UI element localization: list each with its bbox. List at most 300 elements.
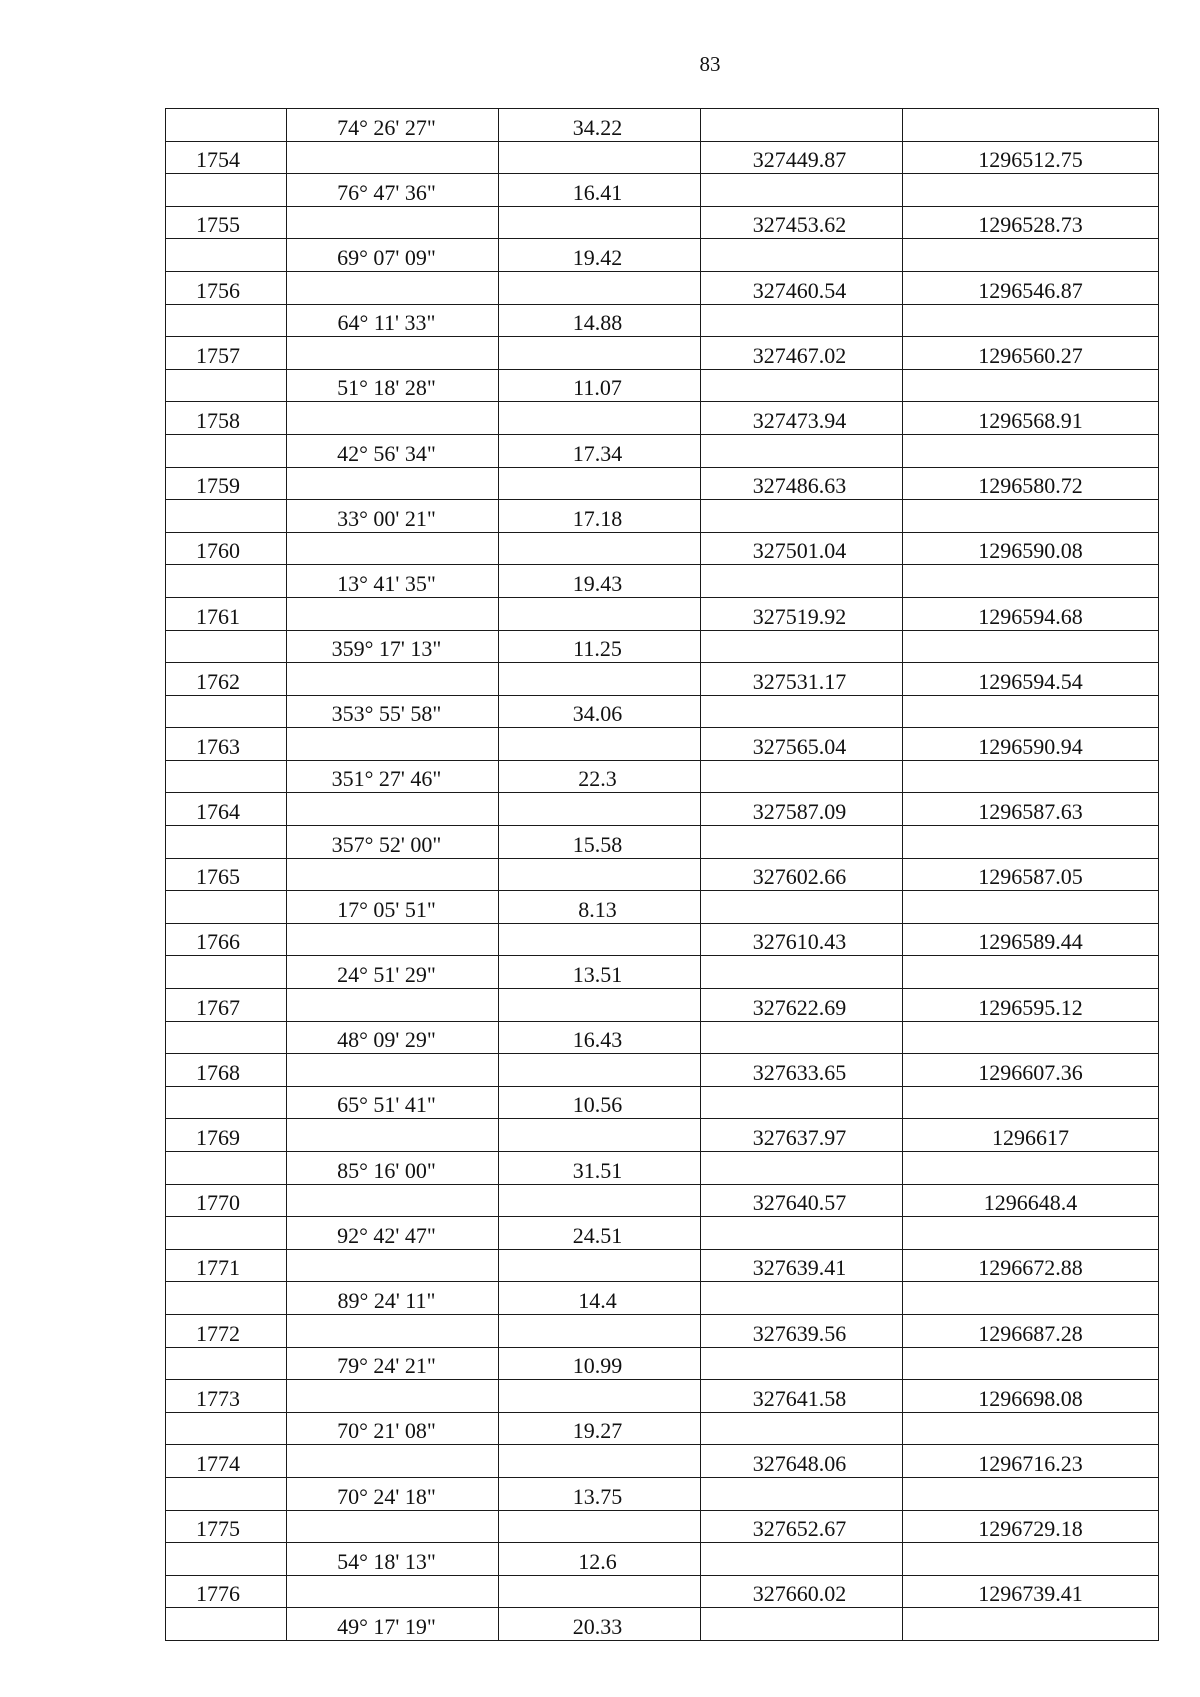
survey-coordinates-table	[165, 108, 1159, 1641]
easting-cell	[903, 1412, 1159, 1445]
distance-cell-text: 31.51	[572, 1157, 623, 1183]
easting-cell	[903, 271, 1159, 304]
northing-cell-text: 327639.56	[752, 1320, 847, 1346]
bearing-cell	[287, 1445, 499, 1478]
station-row	[166, 206, 1159, 239]
easting-cell	[903, 500, 1159, 533]
station-cell	[166, 337, 287, 370]
easting-cell	[903, 369, 1159, 402]
station-cell	[166, 369, 287, 402]
northing-cell	[701, 695, 903, 728]
northing-cell	[701, 630, 903, 663]
bearing-cell	[287, 565, 499, 598]
easting-cell-text: 1296595.12	[978, 994, 1083, 1020]
northing-cell-text: 327602.66	[752, 864, 847, 890]
distance-cell-text: 14.4	[578, 1287, 617, 1313]
leg-row	[166, 369, 1159, 402]
distance-cell	[499, 891, 701, 924]
bearing-cell	[287, 1086, 499, 1119]
distance-cell-text: 15.58	[572, 831, 623, 857]
leg-row	[166, 891, 1159, 924]
distance-cell	[499, 1152, 701, 1185]
easting-cell-text: 1296648.4	[983, 1190, 1078, 1216]
distance-cell	[499, 826, 701, 859]
easting-cell	[903, 1477, 1159, 1510]
bearing-cell	[287, 1152, 499, 1185]
station-cell	[166, 630, 287, 663]
distance-cell-text: 34.06	[572, 701, 623, 727]
station-cell	[166, 1217, 287, 1250]
station-row	[166, 1249, 1159, 1282]
northing-cell	[701, 858, 903, 891]
station-cell	[166, 760, 287, 793]
northing-cell	[701, 337, 903, 370]
station-row	[166, 467, 1159, 500]
station-cell	[166, 597, 287, 630]
northing-cell-text: 327622.69	[752, 994, 847, 1020]
northing-cell	[701, 141, 903, 174]
station-row	[166, 141, 1159, 174]
distance-cell-text: 11.25	[573, 636, 622, 662]
station-cell	[166, 532, 287, 565]
bearing-cell-text: 65° 51' 41"	[337, 1092, 436, 1118]
northing-cell	[701, 663, 903, 696]
station-row	[166, 1510, 1159, 1543]
bearing-cell	[287, 304, 499, 337]
easting-cell	[903, 1184, 1159, 1217]
easting-cell	[903, 1021, 1159, 1054]
station-cell	[166, 728, 287, 761]
northing-cell-text: 327633.65	[752, 1059, 847, 1085]
station-cell	[166, 141, 287, 174]
distance-cell	[499, 1412, 701, 1445]
distance-cell	[499, 239, 701, 272]
distance-cell	[499, 1119, 701, 1152]
station-cell-text: 1773	[196, 1385, 240, 1411]
bearing-cell	[287, 826, 499, 859]
distance-cell-text: 8.13	[578, 896, 617, 922]
distance-cell	[499, 1021, 701, 1054]
distance-cell	[499, 1575, 701, 1608]
northing-cell	[701, 1282, 903, 1315]
distance-cell-text: 16.43	[572, 1027, 623, 1053]
station-row	[166, 1054, 1159, 1087]
easting-cell-text: 1296698.08	[978, 1385, 1083, 1411]
bearing-cell-text: 70° 21' 08"	[337, 1418, 436, 1444]
distance-cell-text: 11.07	[573, 375, 622, 401]
bearing-cell	[287, 891, 499, 924]
northing-cell	[701, 304, 903, 337]
distance-cell	[499, 760, 701, 793]
easting-cell	[903, 760, 1159, 793]
bearing-cell	[287, 1510, 499, 1543]
station-cell	[166, 206, 287, 239]
easting-cell	[903, 597, 1159, 630]
leg-row	[166, 760, 1159, 793]
leg-row	[166, 565, 1159, 598]
easting-cell	[903, 1510, 1159, 1543]
easting-cell	[903, 1380, 1159, 1413]
northing-cell	[701, 1184, 903, 1217]
distance-cell-text: 17.18	[572, 505, 623, 531]
northing-cell	[701, 434, 903, 467]
northing-cell-text: 327453.62	[752, 212, 847, 238]
station-cell	[166, 1314, 287, 1347]
distance-cell	[499, 109, 701, 142]
easting-cell	[903, 956, 1159, 989]
easting-cell-text: 1296594.68	[978, 603, 1083, 629]
leg-row	[166, 1347, 1159, 1380]
distance-cell	[499, 1608, 701, 1641]
northing-cell	[701, 369, 903, 402]
easting-cell	[903, 337, 1159, 370]
easting-cell-text: 1296568.91	[978, 407, 1083, 433]
northing-cell	[701, 1152, 903, 1185]
bearing-cell-text: 76° 47' 36"	[337, 179, 436, 205]
easting-cell	[903, 858, 1159, 891]
easting-cell	[903, 1054, 1159, 1087]
northing-cell	[701, 1575, 903, 1608]
distance-cell	[499, 1217, 701, 1250]
station-row	[166, 1575, 1159, 1608]
easting-cell	[903, 728, 1159, 761]
easting-cell-text: 1296528.73	[978, 212, 1083, 238]
northing-cell	[701, 402, 903, 435]
station-cell	[166, 1021, 287, 1054]
station-cell	[166, 565, 287, 598]
station-cell	[166, 663, 287, 696]
distance-cell	[499, 206, 701, 239]
northing-cell-text: 327660.02	[752, 1581, 847, 1607]
leg-row	[166, 1021, 1159, 1054]
distance-cell-text: 10.56	[572, 1092, 623, 1118]
bearing-cell	[287, 630, 499, 663]
bearing-cell	[287, 793, 499, 826]
easting-cell	[903, 1608, 1159, 1641]
easting-cell	[903, 1217, 1159, 1250]
station-cell	[166, 174, 287, 207]
distance-cell-text: 17.34	[572, 440, 623, 466]
survey-table-body	[166, 109, 1159, 1641]
northing-cell-text: 327587.09	[752, 799, 847, 825]
page-number: 83	[699, 52, 721, 76]
bearing-cell-text: 17° 05' 51"	[337, 896, 436, 922]
northing-cell	[701, 1543, 903, 1576]
distance-cell	[499, 1314, 701, 1347]
station-cell	[166, 793, 287, 826]
northing-cell-text: 327641.58	[752, 1385, 847, 1411]
distance-cell	[499, 434, 701, 467]
easting-cell-text: 1296587.05	[978, 864, 1083, 890]
easting-cell-text: 1296590.08	[978, 538, 1083, 564]
northing-cell-text: 327531.17	[752, 668, 847, 694]
distance-cell-text: 19.42	[572, 244, 623, 270]
easting-cell	[903, 109, 1159, 142]
easting-cell-text: 1296594.54	[978, 668, 1083, 694]
bearing-cell	[287, 1119, 499, 1152]
northing-cell	[701, 1054, 903, 1087]
northing-cell-text: 327460.54	[752, 277, 847, 303]
station-cell	[166, 1347, 287, 1380]
station-row	[166, 271, 1159, 304]
station-cell	[166, 1184, 287, 1217]
station-cell	[166, 1249, 287, 1282]
distance-cell	[499, 369, 701, 402]
northing-cell-text: 327449.87	[752, 147, 847, 173]
station-cell-text: 1757	[196, 342, 240, 368]
station-cell-text: 1759	[196, 473, 240, 499]
leg-row	[166, 1608, 1159, 1641]
bearing-cell	[287, 271, 499, 304]
station-cell-text: 1764	[196, 799, 240, 825]
station-cell-text: 1763	[196, 733, 240, 759]
northing-cell	[701, 1412, 903, 1445]
distance-cell-text: 13.75	[572, 1483, 623, 1509]
northing-cell	[701, 1347, 903, 1380]
station-cell	[166, 989, 287, 1022]
northing-cell	[701, 1380, 903, 1413]
northing-cell	[701, 1021, 903, 1054]
station-row	[166, 858, 1159, 891]
station-cell-text: 1755	[196, 212, 240, 238]
distance-cell	[499, 271, 701, 304]
station-row	[166, 728, 1159, 761]
easting-cell	[903, 532, 1159, 565]
northing-cell-text: 327473.94	[752, 407, 847, 433]
station-row	[166, 793, 1159, 826]
easting-cell-text: 1296672.88	[978, 1255, 1083, 1281]
distance-cell-text: 24.51	[572, 1222, 623, 1248]
easting-cell	[903, 1445, 1159, 1478]
bearing-cell	[287, 1184, 499, 1217]
station-cell-text: 1772	[196, 1320, 240, 1346]
northing-cell	[701, 1445, 903, 1478]
easting-cell	[903, 1152, 1159, 1185]
bearing-cell-text: 49° 17' 19"	[337, 1613, 436, 1639]
bearing-cell	[287, 1217, 499, 1250]
northing-cell	[701, 1314, 903, 1347]
easting-cell-text: 1296729.18	[978, 1516, 1083, 1542]
bearing-cell	[287, 206, 499, 239]
easting-cell	[903, 1347, 1159, 1380]
leg-row	[166, 826, 1159, 859]
station-row	[166, 1184, 1159, 1217]
easting-cell-text: 1296687.28	[978, 1320, 1083, 1346]
distance-cell	[499, 923, 701, 956]
bearing-cell-text: 64° 11' 33"	[337, 310, 436, 336]
easting-cell	[903, 1086, 1159, 1119]
station-cell-text: 1776	[196, 1581, 240, 1607]
bearing-cell	[287, 923, 499, 956]
bearing-cell	[287, 467, 499, 500]
bearing-cell-text: 24° 51' 29"	[337, 962, 436, 988]
leg-row	[166, 1217, 1159, 1250]
easting-cell-text: 1296589.44	[978, 929, 1083, 955]
bearing-cell-text: 54° 18' 13"	[337, 1548, 436, 1574]
distance-cell	[499, 630, 701, 663]
northing-cell-text: 327565.04	[752, 733, 847, 759]
easting-cell-text: 1296617	[992, 1125, 1069, 1150]
station-cell-text: 1761	[196, 603, 240, 629]
bearing-cell	[287, 1543, 499, 1576]
distance-cell-text: 12.6	[578, 1548, 617, 1574]
station-row	[166, 1445, 1159, 1478]
easting-cell	[903, 923, 1159, 956]
distance-cell	[499, 402, 701, 435]
bearing-cell-text: 89° 24' 11"	[337, 1287, 436, 1313]
distance-cell	[499, 1249, 701, 1282]
northing-cell	[701, 1086, 903, 1119]
distance-cell	[499, 728, 701, 761]
leg-row	[166, 1282, 1159, 1315]
bearing-cell	[287, 1608, 499, 1641]
distance-cell	[499, 337, 701, 370]
distance-cell	[499, 1543, 701, 1576]
station-cell	[166, 826, 287, 859]
easting-cell	[903, 1575, 1159, 1608]
bearing-cell-text: 74° 26' 27"	[337, 114, 436, 140]
distance-cell-text: 20.33	[572, 1613, 623, 1639]
bearing-cell-text: 33° 00' 21"	[337, 505, 436, 531]
bearing-cell	[287, 1021, 499, 1054]
station-cell	[166, 1282, 287, 1315]
station-row	[166, 1314, 1159, 1347]
bearing-cell	[287, 989, 499, 1022]
station-cell	[166, 467, 287, 500]
northing-cell-text: 327486.63	[752, 473, 847, 499]
bearing-cell	[287, 597, 499, 630]
distance-cell-text: 19.27	[572, 1418, 623, 1444]
station-row	[166, 1380, 1159, 1413]
northing-cell	[701, 1217, 903, 1250]
bearing-cell-text: 42° 56' 34"	[337, 440, 436, 466]
bearing-cell	[287, 858, 499, 891]
northing-cell	[701, 989, 903, 1022]
station-cell	[166, 271, 287, 304]
easting-cell	[903, 630, 1159, 663]
bearing-cell	[287, 695, 499, 728]
northing-cell-text: 327501.04	[752, 538, 847, 564]
station-cell-text: 1769	[196, 1125, 240, 1150]
easting-cell	[903, 826, 1159, 859]
station-cell-text: 1768	[196, 1059, 240, 1085]
station-cell	[166, 1575, 287, 1608]
station-cell-text: 1765	[196, 864, 240, 890]
northing-cell	[701, 206, 903, 239]
bearing-cell	[287, 1477, 499, 1510]
northing-cell	[701, 500, 903, 533]
leg-row	[166, 1086, 1159, 1119]
station-cell	[166, 1119, 287, 1152]
easting-cell	[903, 174, 1159, 207]
bearing-cell-text: 357° 52' 00"	[331, 831, 442, 857]
northing-cell-text: 327640.57	[752, 1190, 847, 1216]
station-cell	[166, 923, 287, 956]
leg-row	[166, 1477, 1159, 1510]
station-cell-text: 1754	[196, 147, 240, 173]
bearing-cell	[287, 728, 499, 761]
bearing-cell-text: 51° 18' 28"	[337, 375, 436, 401]
distance-cell	[499, 858, 701, 891]
station-cell	[166, 434, 287, 467]
distance-cell	[499, 565, 701, 598]
leg-row	[166, 239, 1159, 272]
station-row	[166, 337, 1159, 370]
station-row	[166, 989, 1159, 1022]
station-cell	[166, 1152, 287, 1185]
station-row	[166, 532, 1159, 565]
bearing-cell	[287, 141, 499, 174]
easting-cell	[903, 1543, 1159, 1576]
distance-cell	[499, 532, 701, 565]
northing-cell	[701, 239, 903, 272]
easting-cell-text: 1296512.75	[978, 147, 1083, 173]
northing-cell	[701, 1510, 903, 1543]
bearing-cell-text: 359° 17' 13"	[331, 636, 442, 662]
northing-cell-text: 327637.97	[752, 1125, 847, 1150]
station-cell-text: 1758	[196, 407, 240, 433]
distance-cell	[499, 304, 701, 337]
station-cell	[166, 1445, 287, 1478]
station-cell	[166, 1380, 287, 1413]
bearing-cell	[287, 1054, 499, 1087]
easting-cell	[903, 1282, 1159, 1315]
leg-row	[166, 1152, 1159, 1185]
easting-cell	[903, 467, 1159, 500]
distance-cell	[499, 1282, 701, 1315]
distance-cell	[499, 793, 701, 826]
northing-cell	[701, 1608, 903, 1641]
distance-cell	[499, 1477, 701, 1510]
leg-row	[166, 434, 1159, 467]
bearing-cell	[287, 109, 499, 142]
station-cell-text: 1756	[196, 277, 240, 303]
easting-cell-text: 1296716.23	[978, 1450, 1083, 1476]
leg-row	[166, 109, 1159, 142]
station-cell	[166, 1608, 287, 1641]
distance-cell	[499, 1380, 701, 1413]
station-cell	[166, 239, 287, 272]
distance-cell-text: 34.22	[572, 114, 623, 140]
bearing-cell	[287, 1412, 499, 1445]
easting-cell-text: 1296607.36	[978, 1059, 1083, 1085]
easting-cell	[903, 565, 1159, 598]
station-cell	[166, 1510, 287, 1543]
bearing-cell-text: 13° 41' 35"	[337, 570, 436, 596]
station-cell	[166, 1412, 287, 1445]
station-row	[166, 923, 1159, 956]
distance-cell-text: 16.41	[572, 179, 623, 205]
northing-cell	[701, 271, 903, 304]
bearing-cell	[287, 434, 499, 467]
distance-cell	[499, 174, 701, 207]
easting-cell	[903, 1314, 1159, 1347]
station-cell	[166, 695, 287, 728]
easting-cell	[903, 206, 1159, 239]
distance-cell	[499, 695, 701, 728]
station-cell	[166, 858, 287, 891]
distance-cell	[499, 467, 701, 500]
easting-cell	[903, 141, 1159, 174]
bearing-cell	[287, 532, 499, 565]
northing-cell	[701, 1249, 903, 1282]
northing-cell	[701, 891, 903, 924]
northing-cell	[701, 760, 903, 793]
bearing-cell-text: 351° 27' 46"	[331, 766, 442, 792]
leg-row	[166, 174, 1159, 207]
station-cell	[166, 1086, 287, 1119]
distance-cell	[499, 500, 701, 533]
